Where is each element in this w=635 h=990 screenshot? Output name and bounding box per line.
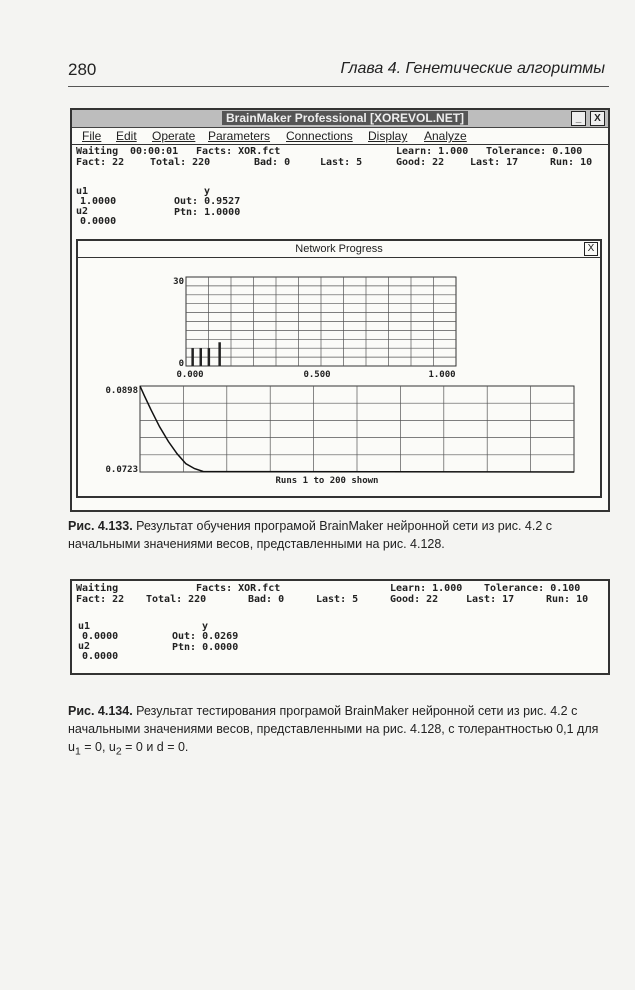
menu-parameters[interactable]: Parameters [208, 129, 271, 143]
output-y-label: y [204, 186, 211, 197]
histogram-xtick-label: 0.000 [176, 370, 204, 380]
status-run: Run: 10 [550, 157, 593, 168]
status-facts: Facts: XOR.fct [196, 146, 281, 157]
histogram-bar [191, 348, 194, 366]
status2-learn: Learn: 1.000 [390, 583, 463, 594]
menu-file[interactable]: File [82, 129, 102, 143]
input-u1-value: 1.0000 [80, 196, 117, 207]
status-time: 00:00:01 [130, 146, 179, 157]
pattern2-value: Ptn: 0.0000 [172, 642, 239, 653]
histogram-bar [218, 342, 221, 366]
page-number: 280 [68, 60, 97, 79]
caption-1-label: Рис. 4.133. [68, 519, 133, 533]
caption-2-end: = 0 и d = 0. [121, 740, 189, 754]
title-bar [72, 110, 608, 128]
menu-bar [72, 128, 608, 145]
status-fact: Fact: 22 [76, 157, 125, 168]
status-good: Good: 22 [396, 157, 445, 168]
header-rule [68, 86, 609, 87]
menu-operate[interactable]: Operate [152, 129, 196, 143]
status2-fact: Fact: 22 [76, 594, 125, 605]
histogram-xtick-label: 1.000 [428, 370, 456, 380]
status-tolerance: Tolerance: 0.100 [486, 146, 583, 157]
status2-good: Good: 22 [390, 594, 439, 605]
histogram-xtick-label: 0.500 [303, 370, 331, 380]
menu-edit[interactable]: Edit [116, 129, 137, 143]
menu-analyze[interactable]: Analyze [424, 129, 467, 143]
chapter-title: Глава 4. Генетические алгоритмы [340, 60, 605, 77]
figure-caption-2 [68, 702, 608, 762]
caption-1-text: Результат обучения програмой BrainMaker нейронной сети из рис. 4.2 с начальными значениями весов, представленными на рис. 4.128. [68, 519, 553, 551]
histogram-bar [200, 348, 203, 366]
histogram-ytick-label: 30 [173, 277, 184, 287]
status-bad: Bad: 0 [254, 157, 291, 168]
status-waiting: Waiting [76, 146, 119, 157]
status2-total: Total: 220 [146, 594, 207, 605]
input2-u1-label: u1 [78, 621, 91, 632]
input2-u2-value: 0.0000 [82, 651, 119, 662]
status2-tolerance: Tolerance: 0.100 [484, 583, 581, 594]
status2-waiting: Waiting [76, 583, 119, 594]
error-ytick-label: 0.0723 [105, 465, 138, 475]
histogram-ytick-label: 0 [178, 359, 184, 369]
pattern-value: Ptn: 1.0000 [174, 207, 241, 218]
output2-y-label: y [202, 621, 209, 632]
output-value: Out: 0.9527 [174, 196, 241, 207]
status2-run: Run: 10 [546, 594, 589, 605]
network-progress-charts [78, 258, 600, 496]
caption-2-sub1: 1 [74, 746, 81, 758]
network-progress-title: Network Progress [78, 241, 600, 258]
input2-u2-label: u2 [78, 641, 91, 652]
brainmaker-status-window [70, 579, 610, 675]
input-u2-label: u2 [76, 206, 89, 217]
error-chart-footer: Runs 1 to 200 shown [275, 476, 379, 486]
status2-last2: Last: 17 [466, 594, 515, 605]
status-total: Total: 220 [150, 157, 211, 168]
minimize-button[interactable]: _ [571, 111, 586, 126]
status2-last: Last: 5 [316, 594, 359, 605]
status2-facts: Facts: XOR.fct [196, 583, 281, 594]
caption-2-sub2: 2 [115, 746, 122, 758]
output2-value: Out: 0.0269 [172, 631, 239, 642]
network-progress-close-button[interactable]: X [584, 242, 598, 256]
status-learn: Learn: 1.000 [396, 146, 469, 157]
menu-connections[interactable]: Connections [286, 129, 353, 143]
status-last: Last: 5 [320, 157, 363, 168]
close-button[interactable]: X [590, 111, 605, 126]
status-last2: Last: 17 [470, 157, 519, 168]
caption-2-mid: = 0, u [80, 740, 116, 754]
input-u1-label: u1 [76, 186, 89, 197]
caption-2-label: Рис. 4.134. [68, 704, 133, 718]
input2-u1-value: 0.0000 [82, 631, 119, 642]
brainmaker-window [70, 108, 610, 512]
error-ytick-label: 0.0898 [105, 386, 138, 396]
window-title: BrainMaker Professional [XOREVOL.NET] [222, 111, 468, 125]
status2-bad: Bad: 0 [248, 594, 285, 605]
input-u2-value: 0.0000 [80, 216, 117, 227]
figure-caption-1 [68, 517, 608, 553]
network-progress-window [76, 239, 602, 498]
caption-2-text: Результат тестирования програмой BrainMaker нейронной сети из рис. 4.2 с начальными значениями весов, представленными на рис. 4.128, с толерантностью 0,1 для u [68, 704, 599, 754]
histogram-bar [208, 348, 211, 366]
menu-display[interactable]: Display [368, 129, 408, 143]
